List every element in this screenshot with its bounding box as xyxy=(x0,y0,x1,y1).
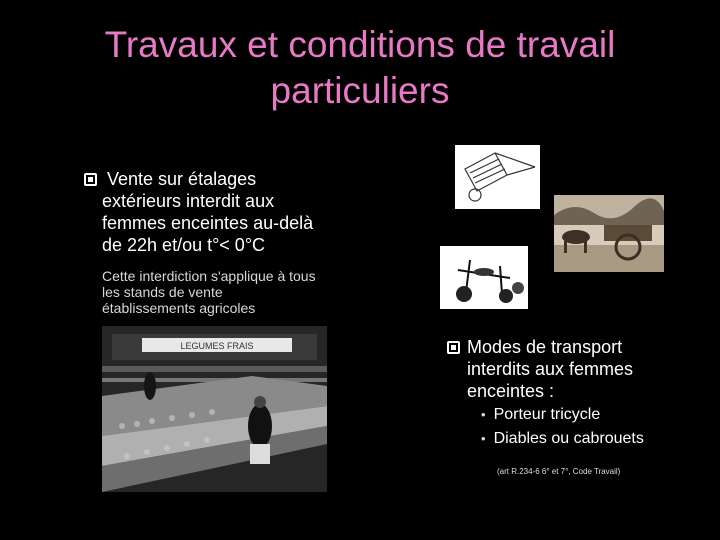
tricycle-image xyxy=(440,246,528,309)
sub-item-label: Diables ou cabrouets xyxy=(493,430,644,447)
sub-item-tricycle xyxy=(481,404,600,426)
hand-truck-image xyxy=(455,145,540,209)
left-bullet-text xyxy=(102,168,362,256)
legal-reference: (art R.234-6 6° et 7°, Code Travail) xyxy=(497,467,621,476)
slide-title-line-2: particuliers xyxy=(270,70,450,111)
left-bullet-line-1: Vente sur étalages xyxy=(107,169,257,189)
ox-cart-photo xyxy=(554,195,664,272)
left-bullet-line-2: extérieurs interdit aux xyxy=(102,191,275,211)
left-note-line-1: Cette interdiction s'applique à tous xyxy=(102,268,316,284)
left-note-line-3: établissements agricoles xyxy=(102,300,256,316)
grocery-store-photo xyxy=(102,326,327,492)
sub-item-diables xyxy=(481,428,644,450)
sub-item-label: Porteur tricycle xyxy=(493,406,601,423)
slide-title-line-1: Travaux et conditions de travail xyxy=(104,24,616,65)
right-bullet-line-3: enceintes : xyxy=(467,381,555,401)
left-note-line-2: les stands de vente xyxy=(102,284,223,300)
bullet-dot-icon: • xyxy=(481,407,486,422)
left-bullet-line-4: de 22h et/ou t°< 0°C xyxy=(102,235,266,255)
checkbox-bullet-icon-right xyxy=(447,341,460,354)
right-bullet-line-2: interdits aux femmes xyxy=(467,359,634,379)
checkbox-bullet-icon xyxy=(84,173,97,186)
bullet-dot-icon: • xyxy=(481,431,486,446)
right-bullet-text xyxy=(467,336,707,402)
left-bullet-line-3: femmes enceintes au-delà xyxy=(102,213,314,233)
right-bullet-line-1: Modes de transport xyxy=(467,337,623,357)
slide-title xyxy=(40,22,680,114)
left-note xyxy=(102,268,362,316)
store-sign-text: LEGUMES FRAIS xyxy=(180,341,254,351)
